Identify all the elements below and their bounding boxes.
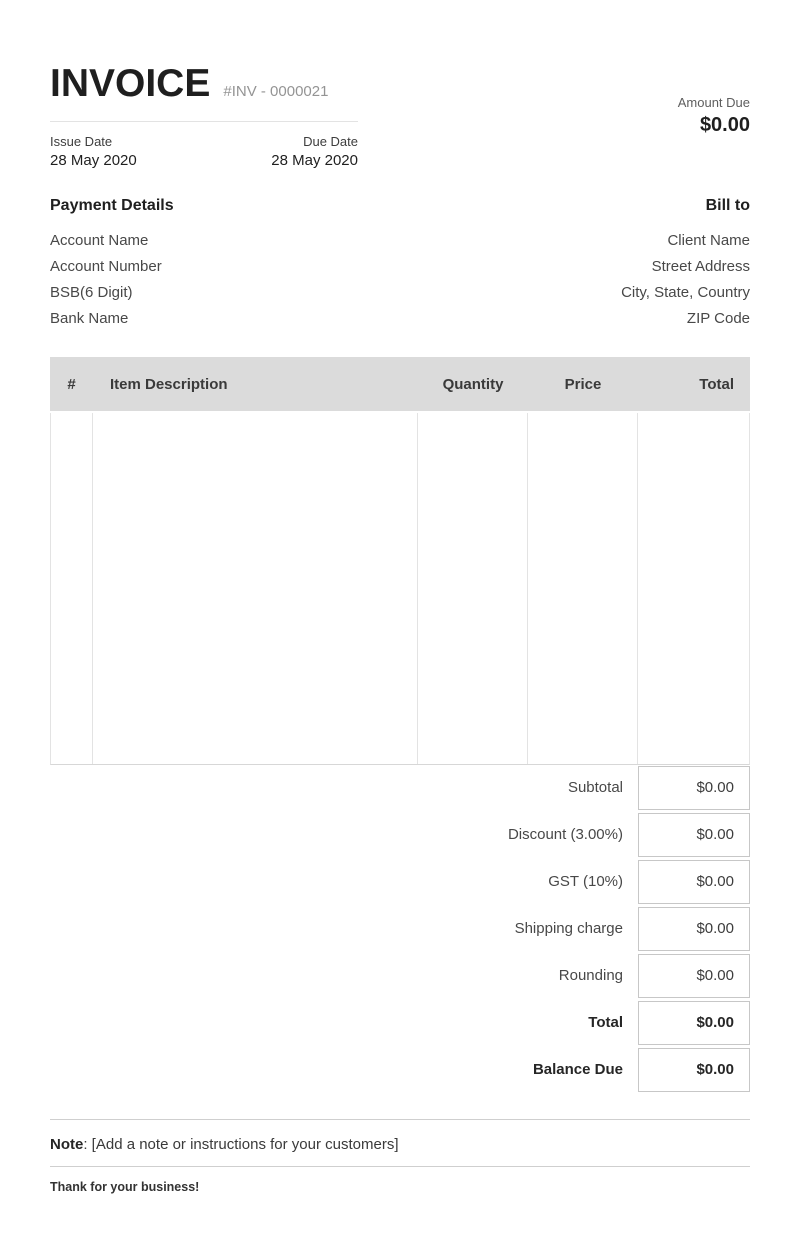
due-date-label: Due Date — [303, 134, 358, 149]
bill-to-zip-code: ZIP Code — [686, 310, 750, 327]
bill-to-street-address: Street Address — [651, 258, 750, 275]
totals-row-subtotal — [50, 766, 750, 810]
column-header-description: Item Description — [110, 375, 228, 393]
note-label: Note — [50, 1136, 84, 1153]
issue-date-label: Issue Date — [50, 134, 113, 149]
totals-row-rounding — [50, 954, 750, 998]
issue-date-value: 28 May 2020 — [50, 152, 137, 169]
totals-section — [50, 766, 750, 1092]
amount-due-block — [678, 64, 750, 169]
totals-value: $0.00 — [638, 860, 750, 904]
payment-details-heading: Payment Details — [50, 197, 174, 214]
due-date-block — [271, 134, 358, 169]
totals-value: $0.00 — [638, 1001, 750, 1045]
invoice-header — [50, 0, 750, 169]
payment-field-bank-name: Bank Name — [50, 310, 129, 327]
parties-section — [50, 197, 750, 332]
note-bottom-divider — [50, 1166, 750, 1167]
column-header-quantity: Quantity — [442, 375, 504, 393]
note-top-divider — [50, 1119, 750, 1120]
issue-date-block — [50, 134, 137, 169]
thank-you-message: Thank for your business! — [50, 1180, 200, 1194]
totals-value: $0.00 — [638, 813, 750, 857]
payment-field-account-number: Account Number — [50, 258, 162, 275]
payment-field-bsb: BSB(6 Digit) — [50, 284, 133, 301]
column-header-price: Price — [564, 375, 602, 393]
totals-label: Balance Due — [532, 1061, 623, 1078]
totals-row-gst — [50, 860, 750, 904]
totals-value: $0.00 — [638, 1048, 750, 1092]
bill-to-block — [621, 197, 750, 332]
totals-value: $0.00 — [638, 766, 750, 810]
totals-value: $0.00 — [638, 907, 750, 951]
totals-label: Total — [588, 1014, 623, 1031]
invoice-header-left — [50, 64, 358, 169]
bill-to-city-state: City, State, Country — [621, 284, 750, 301]
invoice-title: INVOICE — [50, 62, 211, 105]
title-row — [50, 64, 358, 104]
body-cell-total — [638, 413, 749, 764]
dates-row — [50, 134, 358, 169]
payment-field-account-name: Account Name — [50, 232, 149, 249]
totals-row-total — [50, 1001, 750, 1045]
amount-due-value: $0.00 — [699, 114, 750, 136]
items-table-header — [50, 357, 750, 411]
totals-label: Subtotal — [567, 779, 623, 796]
totals-value: $0.00 — [638, 954, 750, 998]
items-table — [50, 357, 750, 765]
invoice-number: #INV - 0000021 — [223, 83, 329, 100]
totals-label: GST (10%) — [548, 873, 623, 890]
column-header-total: Total — [699, 375, 734, 393]
note-text: : [Add a note or instructions for your customers] — [83, 1136, 399, 1153]
body-cell-price — [528, 413, 638, 764]
totals-row-balance-due — [50, 1048, 750, 1092]
body-cell-quantity — [418, 413, 528, 764]
totals-row-shipping — [50, 907, 750, 951]
totals-label: Rounding — [558, 967, 623, 984]
body-cell-description — [93, 413, 418, 764]
body-cell-number — [51, 413, 93, 764]
items-table-body — [50, 413, 750, 765]
amount-due-label: Amount Due — [677, 95, 750, 110]
bill-to-client-name: Client Name — [667, 232, 750, 249]
column-header-number: # — [67, 375, 76, 393]
title-divider — [50, 121, 358, 122]
due-date-value: 28 May 2020 — [271, 152, 358, 169]
totals-row-discount — [50, 813, 750, 857]
totals-label: Shipping charge — [514, 920, 623, 937]
payment-details-block — [50, 197, 174, 332]
bill-to-heading: Bill to — [705, 197, 750, 214]
note-row — [50, 1136, 750, 1154]
totals-label: Discount (3.00%) — [507, 826, 623, 843]
